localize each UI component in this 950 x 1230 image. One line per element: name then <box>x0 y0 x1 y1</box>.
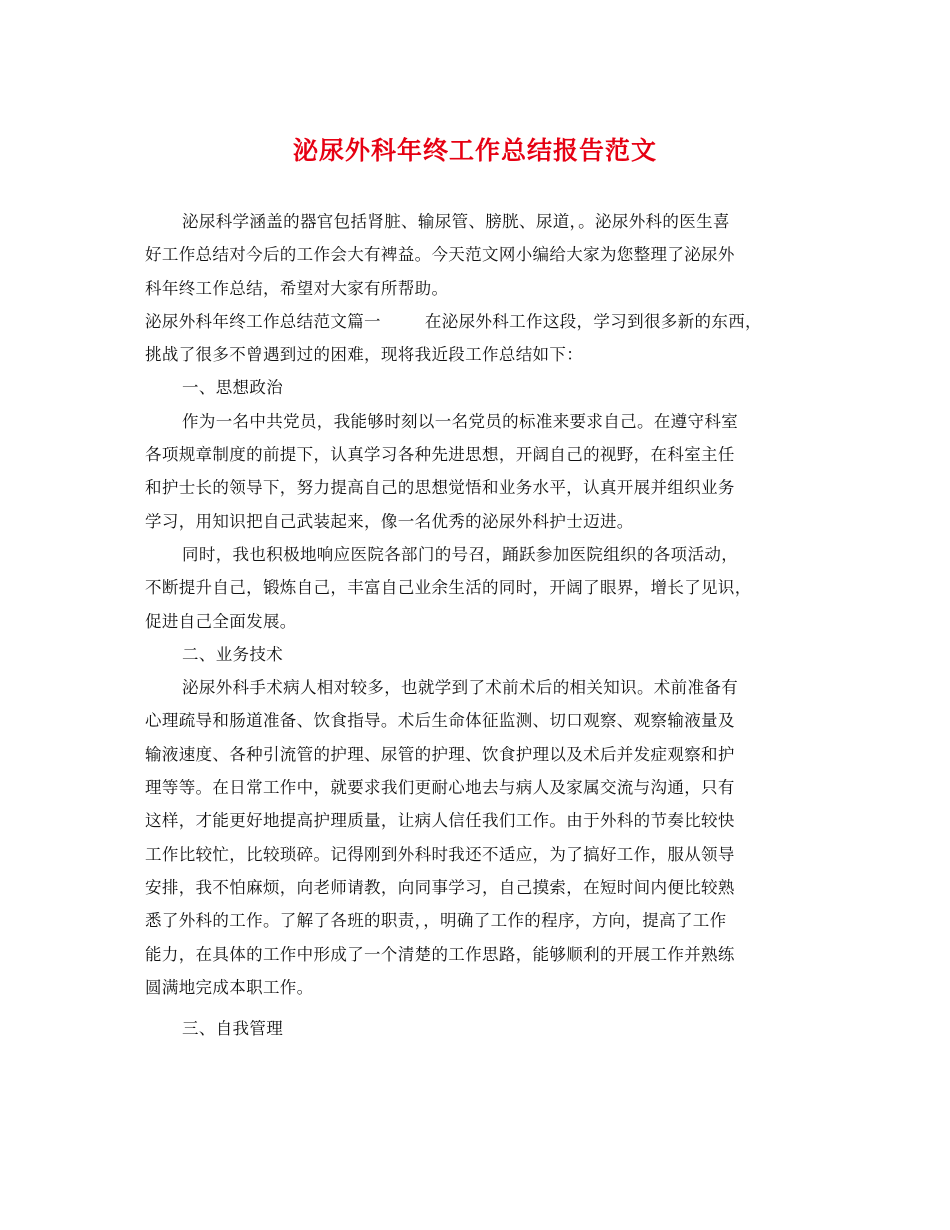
paragraph-line: 理等等。在日常工作中，就要求我们更耐心地去与病人及家属交流与沟通，只有 <box>145 778 735 798</box>
paragraph-line: 好工作总结对今后的工作会大有裨益。今天范文网小编给大家为您整理了泌尿外 <box>145 245 735 265</box>
paragraph-line <box>145 305 809 338</box>
paragraph-line: 作为一名中共党员，我能够时刻以一名党员的标准来要求自己。在遵守科室 <box>182 411 739 431</box>
section-heading: 三、自我管理 <box>182 1019 284 1039</box>
paragraph-line: 各项规章制度的前提下，认真学习各种先进思想，开阔自己的视野，在科室主任 <box>145 445 735 465</box>
paragraph-line: 能力，在具体的工作中形成了一个清楚的工作思路，能够顺利的开展工作并熟练 <box>145 944 735 964</box>
paragraph-line: 悉了外科的工作。了解了各班的职责，，明确了工作的程序，方向，提高了工作 <box>145 911 727 931</box>
document-title: 泌尿外科年终工作总结报告范文 <box>292 136 657 165</box>
paragraph-line: 工作比较忙，比较琐碎。记得刚到外科时我还不适应，为了搞好工作，服从领导 <box>145 844 735 864</box>
paragraph-line: 输液速度、各种引流管的护理、尿管的护理、饮食护理以及术后并发症观察和护 <box>145 744 735 764</box>
paragraph-line: 同时，我也积极地响应医院各部门的号召，踊跃参加医院组织的各项活动， <box>182 544 739 564</box>
paragraph-line: 泌尿外科手术病人相对较多，也就学到了术前术后的相关知识。术前准备有 <box>182 678 739 698</box>
paragraph-line: 不断提升自己，锻炼自己，丰富自己业余生活的同时，开阔了眼界，增长了见识， <box>145 578 752 598</box>
document-body <box>145 205 809 1045</box>
paragraph-text: 在泌尿外科工作这段，学习到很多新的东西， <box>424 311 762 331</box>
paragraph-line: 促进自己全面发展。 <box>145 611 297 631</box>
section-heading: 一、思想政治 <box>182 378 284 398</box>
paragraph-line: 挑战了很多不曾遇到过的困难，现将我近段工作总结如下： <box>145 345 584 365</box>
section-heading-text: 泌尿外科年终工作总结范文篇一 <box>145 311 381 331</box>
paragraph-line: 学习，用知识把自己武装起来，像一名优秀的泌尿外科护士迈进。 <box>145 511 634 531</box>
paragraph-line: 安排，我不怕麻烦，向老师请教，向同事学习，自己摸索，在短时间内便比较熟 <box>145 877 735 897</box>
paragraph-line: 这样，才能更好地提高护理质量，让病人信任我们工作。由于外科的节奏比较快 <box>145 811 735 831</box>
paragraph-line: 泌尿科学涵盖的器官包括肾脏、输尿管、膀胱、尿道，。泌尿外科的医生喜 <box>182 212 730 231</box>
paragraph-line: 圆满地完成本职工作。 <box>145 977 314 997</box>
section-heading: 二、业务技术 <box>182 644 284 664</box>
paragraph-line: 科年终工作总结，希望对大家有所帮助。 <box>145 278 449 298</box>
paragraph-line: 和护士长的领导下，努力提高自己的思想觉悟和业务水平，认真开展并组织业务 <box>145 478 735 498</box>
paragraph-line: 心理疏导和肠道准备、饮食指导。术后生命体征监测、切口观察、观察输液量及 <box>145 711 735 731</box>
